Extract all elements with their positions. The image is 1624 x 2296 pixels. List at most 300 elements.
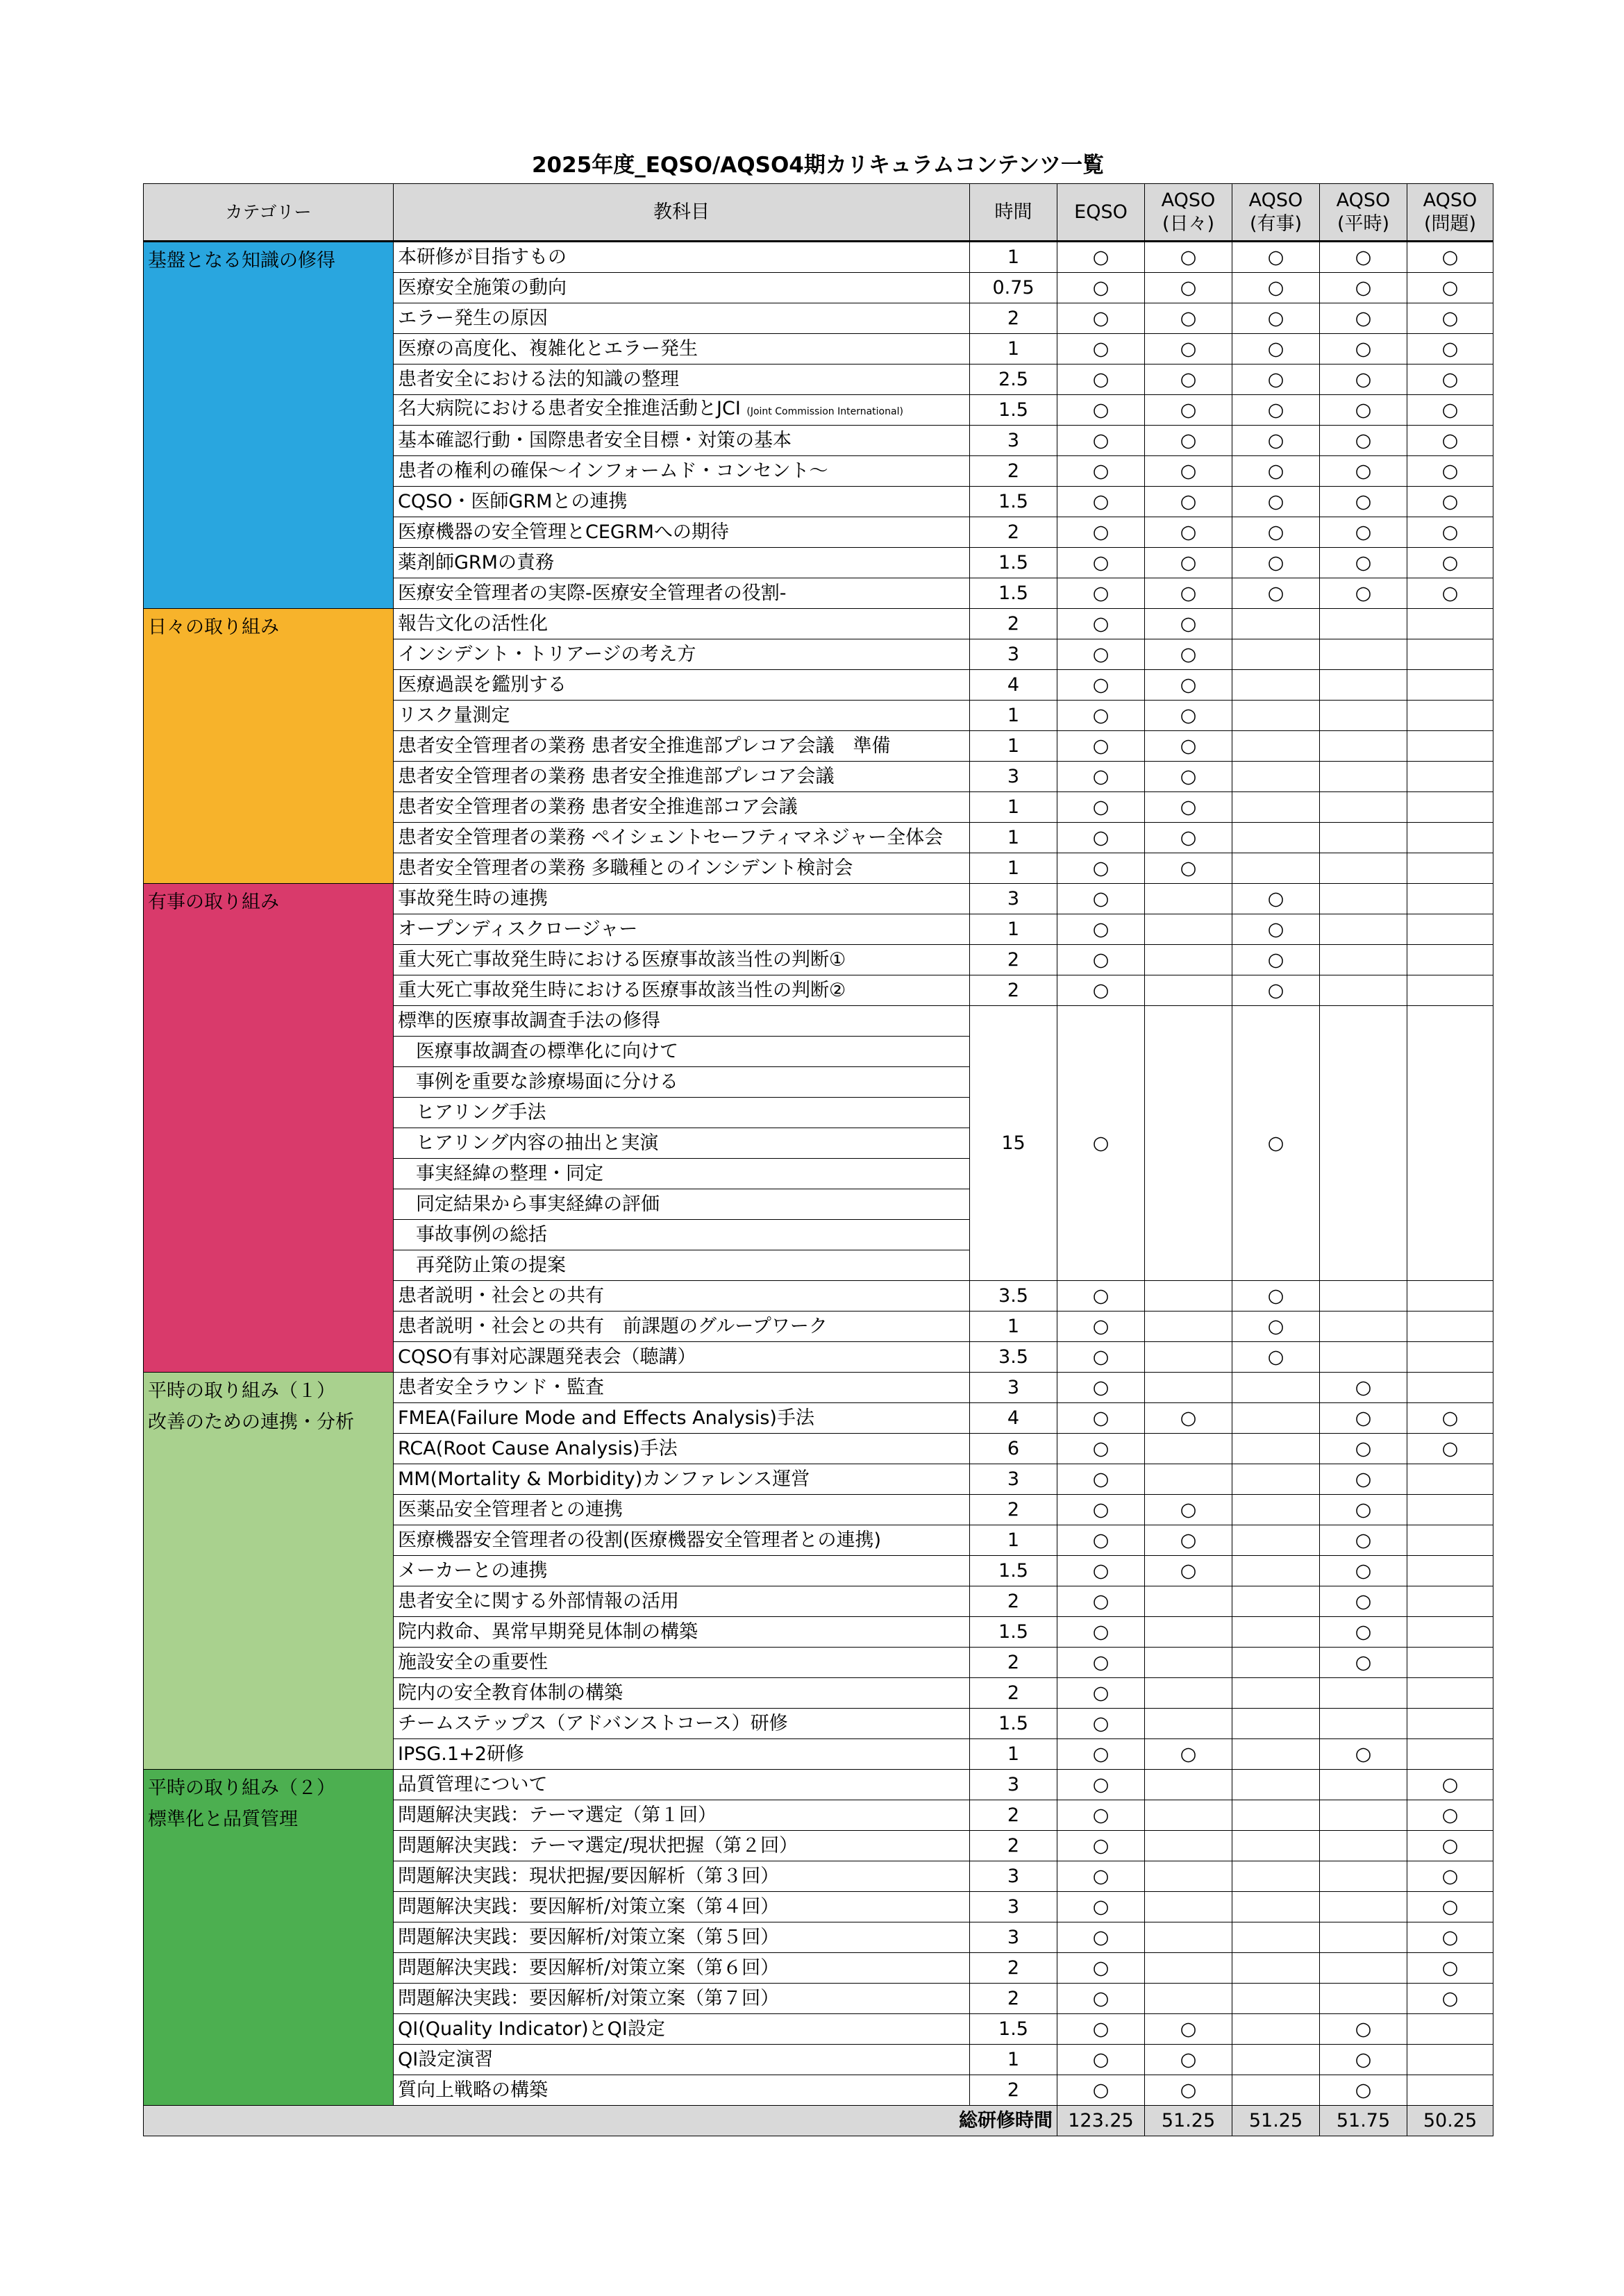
mark-aqso-daily: ○: [1145, 762, 1232, 792]
subject-text: ヒアリング手法: [416, 1101, 546, 1123]
mark-aqso-emergency: [1232, 1953, 1320, 1984]
header-aqso-problem: AQSO (問題): [1407, 184, 1493, 242]
mark-aqso-emergency: ○: [1232, 1281, 1320, 1312]
mark-eqso: ○: [1057, 609, 1145, 639]
mark-aqso-daily: ○: [1145, 1739, 1232, 1770]
mark-aqso-daily: ○: [1145, 395, 1232, 426]
hours-cell: 1.5: [970, 1709, 1057, 1739]
mark-eqso: ○: [1057, 1922, 1145, 1953]
mark-aqso-normal: [1320, 1342, 1407, 1373]
mark-aqso-daily: ○: [1145, 303, 1232, 334]
hours-cell: 2: [970, 456, 1057, 487]
mark-aqso-problem: ○: [1407, 578, 1493, 609]
mark-aqso-normal: [1320, 1281, 1407, 1312]
hours-cell: 1.5: [970, 578, 1057, 609]
mark-aqso-normal: ○: [1320, 1586, 1407, 1617]
mark-aqso-emergency: [1232, 1434, 1320, 1464]
mark-aqso-normal: ○: [1320, 456, 1407, 487]
mark-aqso-normal: [1320, 1984, 1407, 2014]
mark-eqso: ○: [1057, 548, 1145, 578]
mark-eqso: ○: [1057, 456, 1145, 487]
hours-cell: 3: [970, 1892, 1057, 1922]
mark-aqso-normal: [1320, 701, 1407, 731]
hours-cell: 4: [970, 670, 1057, 701]
mark-aqso-problem: [1407, 762, 1493, 792]
mark-aqso-emergency: [1232, 1373, 1320, 1403]
subject-cell: [394, 242, 970, 273]
mark-aqso-problem: ○: [1407, 364, 1493, 395]
hours-cell: 2: [970, 517, 1057, 548]
mark-aqso-emergency: ○: [1232, 242, 1320, 273]
mark-aqso-problem: [1407, 1709, 1493, 1739]
subject-text: 患者安全に関する外部情報の活用: [398, 1590, 679, 1612]
mark-eqso: ○: [1057, 2045, 1145, 2075]
subject-text: 同定結果から事実経緯の評価: [416, 1193, 660, 1215]
mark-aqso-emergency: ○: [1232, 303, 1320, 334]
mark-aqso-normal: [1320, 884, 1407, 914]
mark-aqso-problem: [1407, 1373, 1493, 1403]
mark-aqso-emergency: ○: [1232, 1006, 1320, 1281]
mark-aqso-normal: [1320, 823, 1407, 853]
subject-cell: [394, 1525, 970, 1556]
mark-aqso-normal: [1320, 1006, 1407, 1281]
mark-aqso-daily: [1145, 1984, 1232, 2014]
hours-cell: 2: [970, 1648, 1057, 1678]
mark-aqso-daily: [1145, 1006, 1232, 1281]
mark-eqso: ○: [1057, 364, 1145, 395]
mark-aqso-daily: ○: [1145, 364, 1232, 395]
subject-text: 患者安全管理者の業務 多職種とのインシデント検討会: [398, 857, 853, 879]
mark-aqso-normal: ○: [1320, 1403, 1407, 1434]
mark-eqso: ○: [1057, 1525, 1145, 1556]
hours-cell: 2: [970, 303, 1057, 334]
mark-aqso-emergency: [1232, 1709, 1320, 1739]
mark-aqso-problem: [1407, 701, 1493, 731]
subject-cell: [394, 1495, 970, 1525]
subject-text: 院内の安全教育体制の構築: [398, 1682, 623, 1704]
mark-aqso-emergency: ○: [1232, 395, 1320, 426]
subject-text: 再発防止策の提案: [416, 1254, 566, 1276]
mark-aqso-normal: ○: [1320, 1495, 1407, 1525]
mark-eqso: ○: [1057, 578, 1145, 609]
mark-aqso-daily: [1145, 1678, 1232, 1709]
hours-cell: 1: [970, 701, 1057, 731]
subject-text: CQSO・医師GRMとの連携: [398, 490, 628, 512]
mark-aqso-daily: ○: [1145, 670, 1232, 701]
mark-aqso-normal: ○: [1320, 364, 1407, 395]
category-label: 有事の取り組み: [148, 891, 279, 913]
mark-aqso-daily: ○: [1145, 487, 1232, 517]
mark-aqso-daily: ○: [1145, 701, 1232, 731]
mark-aqso-emergency: ○: [1232, 884, 1320, 914]
mark-aqso-emergency: [1232, 609, 1320, 639]
mark-aqso-problem: ○: [1407, 1922, 1493, 1953]
mark-aqso-emergency: [1232, 1495, 1320, 1525]
mark-aqso-emergency: [1232, 1556, 1320, 1586]
subject-text: 患者安全管理者の業務 患者安全推進部プレコア会議: [398, 765, 835, 787]
subject-text: MM(Mortality & Morbidity)カンファレンス運営: [398, 1468, 810, 1490]
mark-aqso-problem: [1407, 914, 1493, 945]
mark-aqso-problem: [1407, 823, 1493, 853]
category-label: 改善のための連携・分析: [148, 1411, 354, 1433]
hours-cell: 15: [970, 1006, 1057, 1281]
mark-aqso-problem: ○: [1407, 517, 1493, 548]
hours-cell: 1.5: [970, 2014, 1057, 2045]
mark-aqso-problem: ○: [1407, 1800, 1493, 1831]
mark-aqso-daily: ○: [1145, 2075, 1232, 2106]
subject-cell: [394, 1770, 970, 1800]
mark-aqso-daily: [1145, 945, 1232, 975]
mark-aqso-emergency: [1232, 1648, 1320, 1678]
total-aqso-daily: 51.25: [1145, 2106, 1232, 2136]
subject-text: 医療安全管理者の実際-医療安全管理者の役割-: [398, 582, 787, 604]
table-row: [144, 242, 1493, 273]
subject-text: 質向上戦略の構築: [398, 2079, 548, 2101]
mark-aqso-daily: [1145, 1648, 1232, 1678]
hours-cell: 1.5: [970, 487, 1057, 517]
mark-aqso-daily: [1145, 1434, 1232, 1464]
mark-eqso: ○: [1057, 303, 1145, 334]
hours-cell: 3: [970, 1770, 1057, 1800]
subject-cell: [394, 1434, 970, 1464]
mark-aqso-normal: [1320, 792, 1407, 823]
subject-cell: [394, 1831, 970, 1861]
mark-eqso: ○: [1057, 701, 1145, 731]
hours-cell: 3.5: [970, 1281, 1057, 1312]
mark-aqso-emergency: ○: [1232, 975, 1320, 1006]
mark-aqso-emergency: [1232, 1861, 1320, 1892]
total-aqso-emergency: 51.25: [1232, 2106, 1320, 2136]
hours-cell: 2: [970, 975, 1057, 1006]
hours-cell: 2: [970, 1800, 1057, 1831]
mark-eqso: ○: [1057, 1586, 1145, 1617]
mark-aqso-emergency: [1232, 1800, 1320, 1831]
mark-aqso-daily: ○: [1145, 578, 1232, 609]
subject-cell: [394, 426, 970, 456]
mark-aqso-problem: ○: [1407, 395, 1493, 426]
mark-eqso: ○: [1057, 273, 1145, 303]
hours-cell: 3: [970, 1861, 1057, 1892]
mark-aqso-problem: [1407, 2045, 1493, 2075]
hours-cell: 4: [970, 1403, 1057, 1434]
hours-cell: 2: [970, 1953, 1057, 1984]
mark-aqso-daily: ○: [1145, 609, 1232, 639]
subject-text: オープンディスクロージャー: [398, 918, 638, 940]
mark-aqso-normal: [1320, 670, 1407, 701]
subject-text: 事故事例の総括: [416, 1223, 547, 1246]
mark-aqso-problem: [1407, 1281, 1493, 1312]
subject-text: 問題解決実践：要因解析/対策立案（第６回）: [398, 1956, 780, 1979]
mark-aqso-emergency: [1232, 2045, 1320, 2075]
subject-text: インシデント・トリアージの考え方: [398, 643, 696, 665]
mark-aqso-problem: [1407, 853, 1493, 884]
hours-cell: 1: [970, 792, 1057, 823]
mark-aqso-emergency: [1232, 1464, 1320, 1495]
subject-cell: [394, 578, 970, 609]
subject-text: 問題解決実践：テーマ選定（第１回）: [398, 1804, 717, 1826]
subject-text: チームステップス（アドバンストコース）研修: [398, 1712, 788, 1734]
subject-text: 患者の権利の確保～インフォームド・コンセント～: [398, 460, 828, 482]
mark-aqso-emergency: [1232, 670, 1320, 701]
subject-cell: [394, 1678, 970, 1709]
mark-aqso-normal: ○: [1320, 273, 1407, 303]
mark-eqso: ○: [1057, 1312, 1145, 1342]
mark-aqso-problem: ○: [1407, 1953, 1493, 1984]
mark-aqso-normal: [1320, 975, 1407, 1006]
subject-text: エラー発生の原因: [398, 307, 548, 329]
mark-aqso-emergency: ○: [1232, 945, 1320, 975]
subject-text: 報告文化の活性化: [398, 612, 548, 635]
mark-aqso-emergency: [1232, 1770, 1320, 1800]
mark-aqso-normal: ○: [1320, 487, 1407, 517]
mark-aqso-problem: ○: [1407, 303, 1493, 334]
mark-aqso-emergency: [1232, 1831, 1320, 1861]
mark-aqso-problem: [1407, 1464, 1493, 1495]
mark-aqso-normal: [1320, 639, 1407, 670]
mark-aqso-normal: [1320, 914, 1407, 945]
subject-text: 患者説明・社会との共有: [398, 1284, 604, 1307]
mark-aqso-daily: ○: [1145, 334, 1232, 364]
mark-aqso-normal: [1320, 1892, 1407, 1922]
mark-aqso-normal: ○: [1320, 1617, 1407, 1648]
mark-aqso-problem: ○: [1407, 1403, 1493, 1434]
mark-aqso-normal: [1320, 945, 1407, 975]
hours-cell: 3: [970, 639, 1057, 670]
mark-aqso-daily: ○: [1145, 731, 1232, 762]
mark-aqso-normal: [1320, 1922, 1407, 1953]
subject-cell: [394, 884, 970, 914]
table-row: [144, 884, 1493, 914]
hours-cell: 0.75: [970, 273, 1057, 303]
subject-text: 名大病院における患者安全推進活動とJCI: [398, 397, 741, 419]
hours-cell: 3: [970, 884, 1057, 914]
mark-eqso: ○: [1057, 517, 1145, 548]
mark-aqso-daily: [1145, 914, 1232, 945]
mark-aqso-emergency: [1232, 2014, 1320, 2045]
header-eqso: EQSO: [1057, 184, 1145, 242]
subject-text: 問題解決実践：要因解析/対策立案（第７回）: [398, 1987, 780, 2009]
hours-cell: 1: [970, 242, 1057, 273]
subject-text: 患者安全における法的知識の整理: [398, 368, 679, 390]
header-category: カテゴリー: [144, 184, 394, 242]
table-body: [144, 242, 1493, 2106]
subject-cell: [394, 975, 970, 1006]
mark-aqso-daily: [1145, 1617, 1232, 1648]
subject-text: RCA(Root Cause Analysis)手法: [398, 1437, 678, 1459]
mark-eqso: ○: [1057, 1800, 1145, 1831]
mark-eqso: ○: [1057, 1403, 1145, 1434]
subject-text: 院内救命、異常早期発見体制の構築: [398, 1620, 698, 1643]
mark-eqso: ○: [1057, 1495, 1145, 1525]
mark-aqso-problem: ○: [1407, 1831, 1493, 1861]
mark-eqso: ○: [1057, 792, 1145, 823]
mark-aqso-daily: ○: [1145, 426, 1232, 456]
mark-eqso: ○: [1057, 1342, 1145, 1373]
subject-cell: [394, 731, 970, 762]
hours-cell: 2: [970, 1831, 1057, 1861]
mark-aqso-emergency: [1232, 1892, 1320, 1922]
mark-aqso-emergency: [1232, 1984, 1320, 2014]
mark-eqso: ○: [1057, 1770, 1145, 1800]
table-row: [144, 609, 1493, 639]
mark-aqso-daily: ○: [1145, 548, 1232, 578]
category-cell: [144, 884, 394, 1373]
subject-text: 患者安全管理者の業務 患者安全推進部プレコア会議 準備: [398, 735, 891, 757]
total-label: 総研修時間: [144, 2106, 1057, 2136]
subject-cell: [394, 1037, 970, 1067]
mark-eqso: ○: [1057, 914, 1145, 945]
curriculum-table: [143, 183, 1493, 2136]
mark-aqso-emergency: [1232, 1525, 1320, 1556]
header-row: [144, 184, 1493, 242]
mark-aqso-problem: [1407, 1586, 1493, 1617]
hours-cell: 1: [970, 914, 1057, 945]
mark-aqso-normal: ○: [1320, 1464, 1407, 1495]
hours-cell: 2: [970, 2075, 1057, 2106]
mark-eqso: ○: [1057, 1739, 1145, 1770]
subject-cell: [394, 1373, 970, 1403]
mark-aqso-problem: ○: [1407, 548, 1493, 578]
mark-aqso-problem: [1407, 2014, 1493, 2045]
mark-aqso-problem: [1407, 1648, 1493, 1678]
mark-eqso: ○: [1057, 1648, 1145, 1678]
subject-cell: [394, 1220, 970, 1250]
mark-eqso: ○: [1057, 945, 1145, 975]
mark-aqso-normal: [1320, 762, 1407, 792]
category-cell: [144, 1770, 394, 2106]
subject-cell: [394, 1403, 970, 1434]
subject-cell: [394, 1250, 970, 1281]
mark-aqso-problem: ○: [1407, 1861, 1493, 1892]
category-label: 標準化と品質管理: [148, 1809, 298, 1830]
mark-eqso: ○: [1057, 426, 1145, 456]
subject-text: 標準的医療事故調査手法の修得: [398, 1009, 660, 1032]
mark-aqso-daily: [1145, 1800, 1232, 1831]
mark-aqso-normal: ○: [1320, 548, 1407, 578]
mark-aqso-normal: [1320, 853, 1407, 884]
mark-aqso-normal: ○: [1320, 1525, 1407, 1556]
hours-cell: 1: [970, 823, 1057, 853]
subject-text: 問題解決実践：要因解析/対策立案（第４回）: [398, 1895, 780, 1918]
subject-cell: [394, 1312, 970, 1342]
mark-eqso: ○: [1057, 1373, 1145, 1403]
header-aqso-normal: AQSO (平時): [1320, 184, 1407, 242]
mark-aqso-emergency: [1232, 701, 1320, 731]
mark-aqso-problem: ○: [1407, 273, 1493, 303]
mark-aqso-problem: [1407, 1525, 1493, 1556]
header-aqso-emergency: AQSO (有事): [1232, 184, 1320, 242]
category-label: 平時の取り組み（２）: [148, 1777, 335, 1799]
mark-aqso-problem: ○: [1407, 242, 1493, 273]
mark-aqso-daily: ○: [1145, 242, 1232, 273]
hours-cell: 3.5: [970, 1342, 1057, 1373]
mark-aqso-problem: [1407, 670, 1493, 701]
subject-cell: [394, 1281, 970, 1312]
mark-aqso-emergency: ○: [1232, 487, 1320, 517]
mark-eqso: ○: [1057, 823, 1145, 853]
mark-aqso-emergency: [1232, 762, 1320, 792]
mark-eqso: ○: [1057, 762, 1145, 792]
mark-aqso-normal: [1320, 1678, 1407, 1709]
subject-cell: [394, 1709, 970, 1739]
mark-aqso-daily: [1145, 1709, 1232, 1739]
subject-cell: [394, 1067, 970, 1098]
subject-text: 医療機器安全管理者の役割(医療機器安全管理者との連携): [398, 1529, 882, 1551]
subject-note: (Joint Commission International): [746, 405, 903, 417]
subject-cell: [394, 1648, 970, 1678]
subject-cell: [394, 548, 970, 578]
mark-eqso: ○: [1057, 395, 1145, 426]
category-label: 平時の取り組み（１）: [148, 1380, 335, 1402]
mark-aqso-emergency: ○: [1232, 426, 1320, 456]
subject-text: 問題解決実践：要因解析/対策立案（第５回）: [398, 1926, 780, 1948]
subject-text: 医療の高度化、複雑化とエラー発生: [398, 337, 698, 360]
subject-text: ヒアリング内容の抽出と実演: [416, 1132, 659, 1154]
mark-aqso-daily: ○: [1145, 853, 1232, 884]
mark-eqso: ○: [1057, 1709, 1145, 1739]
mark-aqso-normal: [1320, 1953, 1407, 1984]
mark-aqso-normal: ○: [1320, 2045, 1407, 2075]
mark-aqso-problem: [1407, 945, 1493, 975]
mark-aqso-daily: ○: [1145, 1403, 1232, 1434]
mark-aqso-problem: [1407, 639, 1493, 670]
header-aqso-daily: AQSO (日々): [1145, 184, 1232, 242]
mark-eqso: ○: [1057, 853, 1145, 884]
subject-cell: [394, 1892, 970, 1922]
hours-cell: 1: [970, 853, 1057, 884]
mark-aqso-emergency: [1232, 1922, 1320, 1953]
subject-cell: [394, 1984, 970, 2014]
mark-aqso-normal: ○: [1320, 578, 1407, 609]
mark-aqso-daily: [1145, 1312, 1232, 1342]
mark-aqso-emergency: [1232, 1739, 1320, 1770]
mark-aqso-emergency: ○: [1232, 456, 1320, 487]
subject-text: QI(Quality Indicator)とQI設定: [398, 2018, 665, 2040]
subject-cell: [394, 1342, 970, 1373]
total-eqso: 123.25: [1057, 2106, 1145, 2136]
subject-text: 重大死亡事故発生時における医療事故該当性の判断②: [398, 979, 846, 1001]
subject-cell: [394, 1098, 970, 1128]
mark-aqso-daily: [1145, 975, 1232, 1006]
mark-aqso-problem: [1407, 1312, 1493, 1342]
mark-aqso-daily: [1145, 1464, 1232, 1495]
mark-aqso-problem: [1407, 884, 1493, 914]
subject-cell: [394, 762, 970, 792]
mark-eqso: ○: [1057, 639, 1145, 670]
mark-eqso: ○: [1057, 1006, 1145, 1281]
mark-eqso: ○: [1057, 1861, 1145, 1892]
mark-aqso-emergency: [1232, 853, 1320, 884]
mark-aqso-problem: [1407, 1678, 1493, 1709]
subject-cell: [394, 273, 970, 303]
mark-aqso-daily: [1145, 1892, 1232, 1922]
mark-aqso-daily: ○: [1145, 517, 1232, 548]
subject-cell: [394, 395, 970, 426]
mark-aqso-problem: ○: [1407, 487, 1493, 517]
mark-aqso-problem: ○: [1407, 456, 1493, 487]
subject-cell: [394, 945, 970, 975]
hours-cell: 1: [970, 1312, 1057, 1342]
hours-cell: 3: [970, 1373, 1057, 1403]
category-label: 基盤となる知識の修得: [148, 250, 335, 271]
hours-cell: 1.5: [970, 548, 1057, 578]
mark-eqso: ○: [1057, 1464, 1145, 1495]
mark-aqso-normal: [1320, 1800, 1407, 1831]
page-title: 2025年度_EQSO/AQSO4期カリキュラムコンテンツ一覧: [531, 153, 1105, 178]
mark-eqso: ○: [1057, 1892, 1145, 1922]
hours-cell: 2: [970, 609, 1057, 639]
mark-aqso-problem: [1407, 1556, 1493, 1586]
